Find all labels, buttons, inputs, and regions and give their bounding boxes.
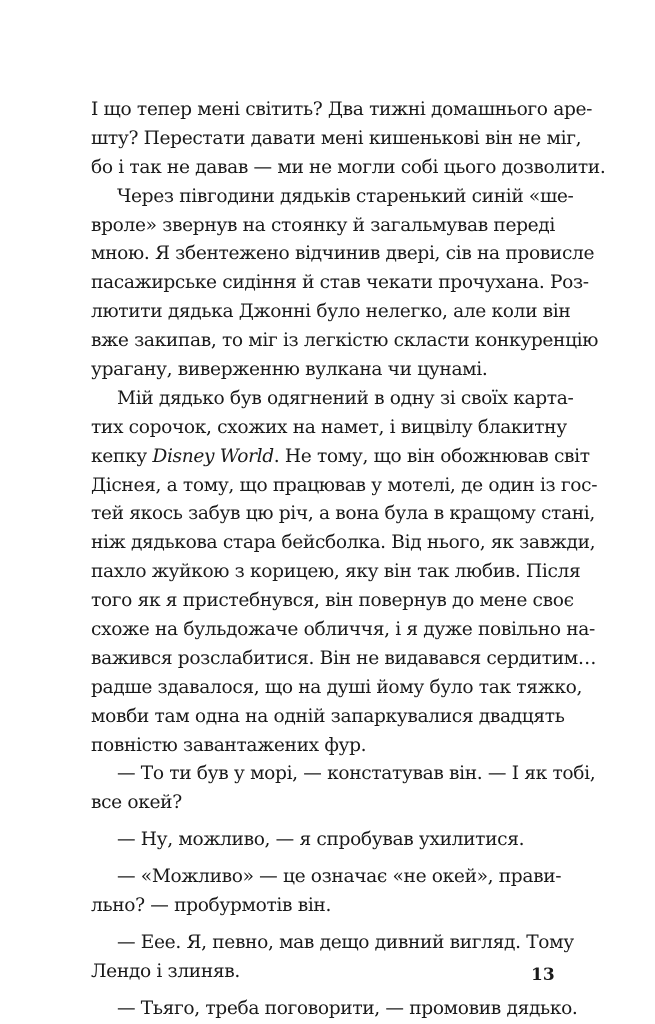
text-line: важився розслабитися. Він не видавався сердитим… <box>91 647 597 669</box>
page-number: 13 <box>531 965 555 985</box>
text-line: — Еее. Я, певно, мав дещо дивний вигляд. Тому <box>117 931 574 953</box>
text-line: — Ну, можливо, — я спробував ухилитися. <box>117 829 525 851</box>
text-fragment: кепку <box>91 445 147 467</box>
text-line: мовби там одна на одній запаркувалися двадцять <box>91 705 565 727</box>
text-fragment: . Не тому, що він обожнював світ <box>273 445 590 467</box>
text-line: ніж дядькова стара бейсболка. Від нього, як завжди, <box>91 532 596 554</box>
text-line: тих сорочок, схожих на намет, і вицвілу блакитну <box>91 416 567 438</box>
text-line: Лендо і злиняв. <box>91 960 240 982</box>
text-line: схоже на бульдожаче обличчя, і я дуже повільно на- <box>91 619 595 641</box>
text-line: — «Можливо» — це означає «не окей», прави- <box>117 866 562 888</box>
text-line: І що тепер мені світить? Два тижні домашнього аре- <box>91 99 593 120</box>
text-line: бо і так не давав — ми не могли собі цього дозволити. <box>91 156 606 178</box>
text-line: пасажирське сидіння й став чекати прочухана. Роз- <box>91 272 589 294</box>
text-line: лютити дядька Джонні було нелегко, але коли він <box>91 301 571 323</box>
text-line: вроле» звернув на стоянку й загальмував переді <box>91 214 555 236</box>
text-line: того як я пристебнувся, він повернув до мене своє <box>91 590 574 612</box>
text-line: мною. Я збентежено відчинив двері, сів на провисле <box>91 243 595 265</box>
text-line: льно? — пробурмотів він. <box>91 895 332 917</box>
text-line <box>91 443 590 472</box>
text-line: тей якось забув цю річ, а вона була в кращому стані, <box>91 503 595 525</box>
italic-phrase: Disney World <box>152 445 274 467</box>
text-line: Через півгодини дядьків старенький синій «ше- <box>117 185 574 207</box>
body-text <box>91 96 606 1024</box>
text-line: — Тьяго, треба поговорити, — промовив дядько. <box>117 997 578 1019</box>
text-line: урагану, виверженню вулкана чи цунамі. <box>91 359 488 381</box>
text-line: повністю завантажених фур. <box>91 734 367 756</box>
text-line: пахло жуйкою з корицею, яку він так любив. Після <box>91 561 581 583</box>
text-line: Діснея, а тому, що працював у мотелі, де один із гос- <box>91 474 598 496</box>
text-line: все окей? <box>91 792 182 814</box>
text-line: — То ти був у морі, — констатував він. — І як тобі, <box>117 763 596 785</box>
text-line: радше здавалося, що на душі йому було так тяжко, <box>91 676 583 698</box>
text-line: Мій дядько був одягнений в одну зі своїх картa- <box>117 387 574 409</box>
text-line: шту? Перестати давати мені кишенькові він не міг, <box>91 127 582 149</box>
text-line: вже закипав, то міг із легкістю скласти конкуренцію <box>91 330 599 352</box>
